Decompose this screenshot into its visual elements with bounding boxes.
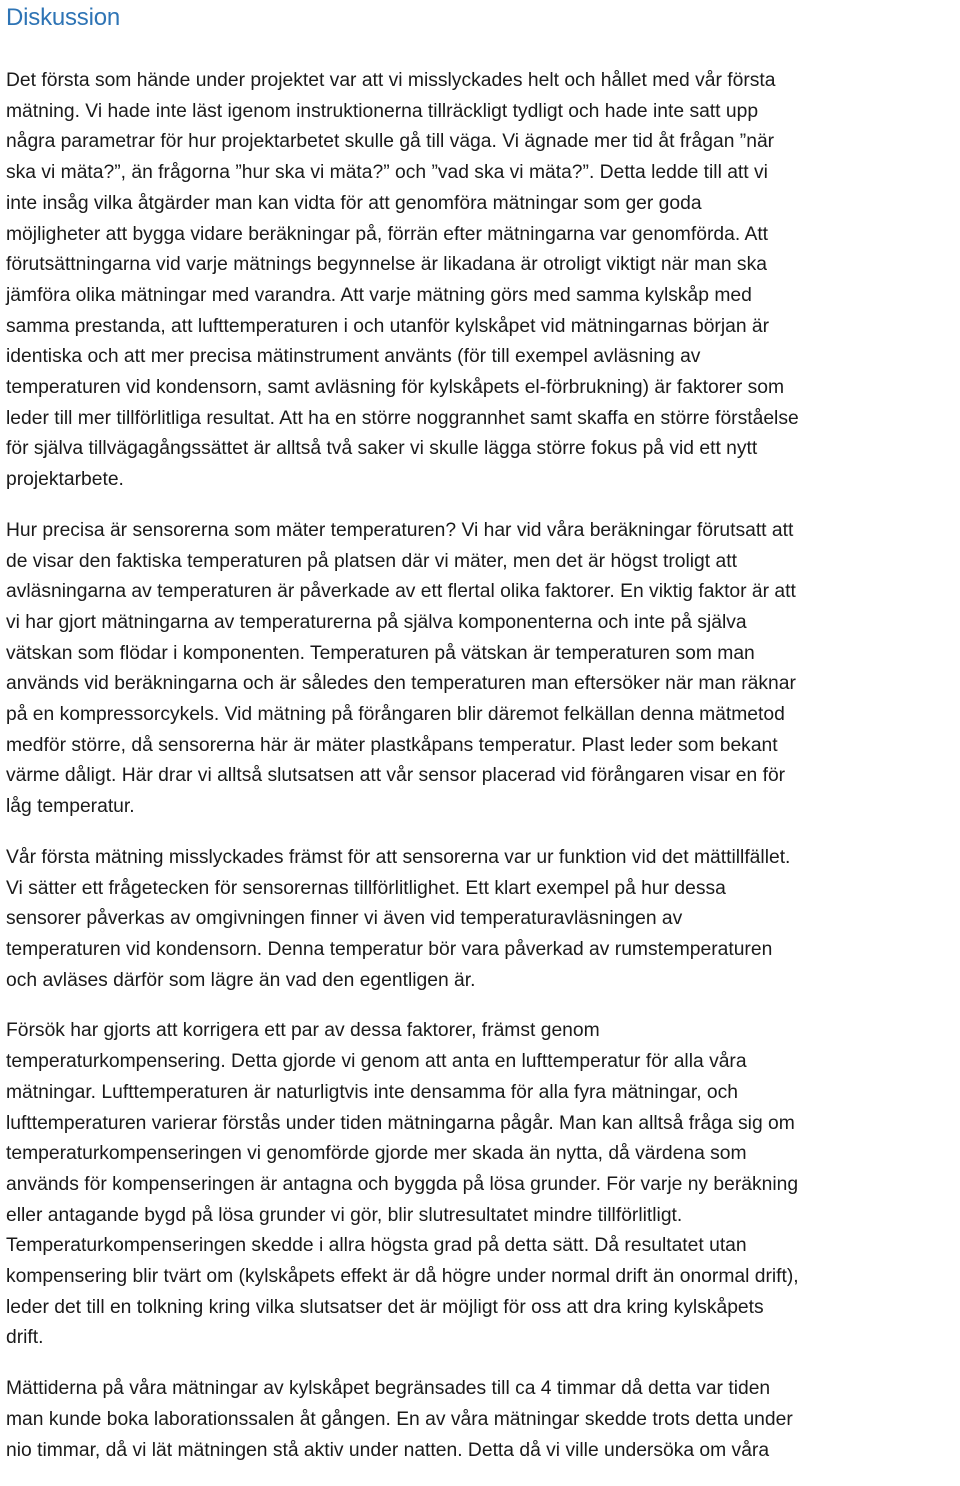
text-line: Vår första mätning misslyckades främst för att sensorerna var ur funktion vid det mättillfället. [6,846,791,868]
text-line: förutsättningarna vid varje mätnings begynnelse är likadana är otroligt viktigt när man ska [6,254,767,276]
text-line: nio timmar, då vi lät mätningen stå aktiv under natten. Detta då vi ville undersöka om våra [6,1439,770,1461]
text-line: lufttemperaturen varierar förstås under tiden mätningarna pågår. Man kan alltså fråga sig om [6,1112,795,1134]
section-heading: Diskussion [6,4,121,31]
paragraph [6,66,960,496]
text-line: projektarbete. [6,469,124,491]
text-line: låg temperatur. [6,796,135,818]
text-line: temperaturen vid kondensorn. Denna temperatur bör vara påverkad av rumstemperaturen [6,938,773,960]
text-line: Mättiderna på våra mätningar av kylskåpet begränsades till ca 4 timmar då detta var tiden [6,1378,771,1400]
text-line: Försök har gjorts att korrigera ett par av dessa faktorer, främst genom [6,1020,600,1042]
text-line: mätningar. Lufttemperaturen är naturligtvis inte densamma för alla fyra mätningar, och [6,1081,738,1103]
text-line: vätskan som flödar i komponenten. Temperaturen på vätskan är temperaturen som man [6,642,755,664]
text-line: används vid beräkningarna och är således den temperaturen man eftersöker när man räknar [6,673,796,695]
text-line: mätning. Vi hade inte läst igenom instruktionerna tillräckligt tydligt och hade inte satt upp [6,100,759,122]
text-line: värme dåligt. Här drar vi alltså slutsatsen att vår sensor placerad vid förångaren visar en för [6,765,786,787]
text-line: vi har gjort mätningarna av temperaturerna på själva komponenterna och inte på själva [6,611,747,633]
text-line: möjligheter att bygga vidare beräkningar på, förrän efter mätningarna var genomförda. Att [6,223,769,245]
text-line: leder det till en tolkning kring vilka slutsatser det är möjligt för oss att dra kring kylskåpets [6,1296,764,1318]
text-line: eller antagande bygd på lösa grunder vi gör, blir slutresultatet mindre tillförlitligt. [6,1204,683,1226]
text-line: för själva tillvägagångssättet är alltså två saker vi skulle lägga större fokus på vid ett nytt [6,438,758,460]
text-line: samma prestanda, att lufttemperaturen i och utanför kylskåpet vid mätningarnas början är [6,315,770,337]
text-line: Vi sätter ett frågetecken för sensorernas tillförlitlighet. Ett klart exempel på hur dessa [6,877,726,899]
document-body [6,66,960,1486]
text-line: leder till mer tillförlitliga resultat. Att ha en större noggrannhet samt skaffa en större förståelse [6,407,799,429]
text-line: man kunde boka laborationssalen åt gången. En av våra mätningar skedde trots detta under [6,1408,793,1430]
paragraph [6,1016,960,1354]
text-line: jämföra olika mätningar med varandra. Att varje mätning görs med samma kylskåp med [6,284,752,306]
text-line: Hur precisa är sensorerna som mäter temperaturen? Vi har vid våra beräkningar förutsatt att [6,519,794,541]
text-line: ska vi mäta?”, än frågorna ”hur ska vi mäta?” och ”vad ska vi mäta?”. Detta ledde till att vi [6,162,768,184]
text-line: Temperaturkompenseringen skedde i allra högsta grad på detta sätt. Då resultatet utan [6,1235,747,1257]
text-line: Det första som hände under projektet var att vi misslyckades helt och hållet med vår första [6,70,776,91]
text-line: identiska och att mer precisa mätinstrument använts (för till exempel avläsning av [6,346,701,368]
text-line: några parametrar för hur projektarbetet skulle gå till väga. Vi ägnade mer tid åt frågan ”när [6,131,775,153]
text-line: temperaturkompensering. Detta gjorde vi genom att anta en lufttemperatur för alla våra [6,1051,747,1073]
paragraph [6,843,960,997]
text-line: och avläses därför som lägre än vad den egentligen är. [6,969,476,991]
text-line: inte insåg vilka åtgärder man kan vidta för att genomföra mätningar som ger goda [6,192,702,214]
paragraph [6,516,960,823]
text-line: de visar den faktiska temperaturen på platsen där vi mäter, men det är högst troligt att [6,550,737,572]
paragraph [6,1374,960,1466]
text-line: temperaturen vid kondensorn, samt avläsning för kylskåpets el-förbrukning) är faktorer som [6,377,785,399]
text-line: sensorer påverkas av omgivningen finner vi även vid temperaturavläsningen av [6,908,683,930]
text-line: temperaturkompenseringen vi genomförde gjorde mer skada än nytta, då värdena som [6,1143,747,1165]
text-line: används för kompenseringen är antagna och byggda på lösa grunder. För varje ny beräkning [6,1173,799,1195]
text-line: kompensering blir tvärt om (kylskåpets effekt är då högre under normal drift än onormal drift), [6,1266,799,1288]
text-line: på en kompressorcykels. Vid mätning på förångaren blir däremot felkällan denna mätmetod [6,704,785,726]
text-line: medför större, då sensorerna här är mäter plastkåpans temperatur. Plast leder som bekant [6,734,778,756]
text-line: drift. [6,1327,44,1349]
text-line: avläsningarna av temperaturen är påverkade av ett flertal olika faktorer. En viktig faktor är att [6,581,796,603]
